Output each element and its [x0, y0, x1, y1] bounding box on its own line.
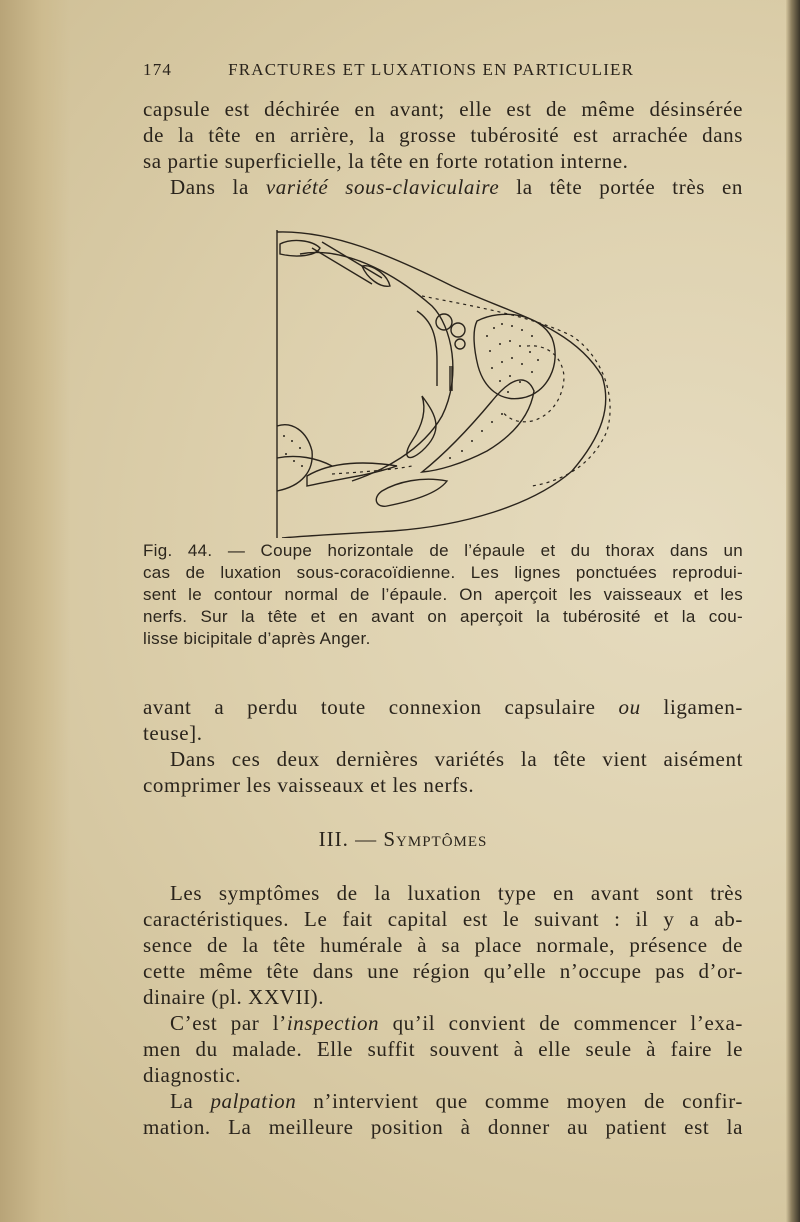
italic-term: inspection — [286, 1011, 380, 1035]
caption-line: nerfs. Sur la tête et en avant on aperçoit la tubérosité et la cou- — [143, 607, 743, 626]
text-span: La — [170, 1089, 211, 1113]
text-span: Dans la — [170, 175, 266, 199]
text-line: sa partie superficielle, la tête en forte rotation interne. — [143, 149, 629, 173]
text-span: avant a perdu toute connexion capsulaire — [143, 695, 619, 719]
anatomical-figure-shoulder-section — [272, 226, 620, 538]
text-line — [143, 1088, 743, 1114]
text-line: Dans ces deux dernières variétés la tête vient aisément — [170, 747, 743, 771]
bottom-paragraphs — [143, 880, 743, 1140]
italic-term: variété sous-claviculaire — [265, 175, 500, 199]
middle-paragraph — [143, 694, 743, 798]
figure-caption — [143, 540, 743, 650]
text-span: C’est par l’ — [170, 1011, 287, 1035]
text-line: caractéristiques. Le fait capital est le suivant : il y a ab- — [143, 907, 743, 931]
page-gutter-shading — [0, 0, 70, 1222]
text-span: n’intervient que comme moyen de confir- — [296, 1089, 743, 1113]
text-line: teuse]. — [143, 721, 203, 745]
text-span: ligamen- — [640, 695, 743, 719]
text-line: men du malade. Elle suffit souvent à elle seule à faire le — [143, 1037, 743, 1061]
text-line: cette même tête dans une région qu’elle n’occupe pas d’or- — [143, 959, 743, 983]
caption-line: lisse bicipitale d’après Anger. — [143, 629, 371, 648]
text-line: diagnostic. — [143, 1063, 242, 1087]
text-span: la tête portée très en — [499, 175, 743, 199]
caption-line: Fig. 44. — Coupe horizontale de l’épaule et du thorax dans un — [143, 541, 743, 560]
running-head — [143, 60, 673, 80]
italic-word: ou — [618, 695, 641, 719]
text-line — [143, 694, 743, 720]
text-line: Les symptômes de la luxation type en avant sont très — [170, 881, 743, 905]
text-line: capsule est déchirée en avant; elle est de même désinsérée — [143, 97, 743, 121]
caption-line: sent le contour normal de l’épaule. On aperçoit les vaisseaux et les — [143, 585, 743, 604]
running-title: FRACTURES ET LUXATIONS EN PARTICULIER — [228, 60, 635, 79]
page-number: 174 — [143, 60, 173, 79]
italic-term: palpation — [210, 1089, 297, 1113]
section-numeral: III. — — [318, 827, 378, 851]
text-line: comprimer les vaisseaux et les nerfs. — [143, 773, 475, 797]
text-span: qu’il convient de commencer l’exa- — [379, 1011, 743, 1035]
text-line: de la tête en arrière, la grosse tubérosité est arrachée dans — [143, 123, 743, 147]
text-line — [143, 1010, 743, 1036]
section-title: Symptômes — [383, 827, 488, 851]
text-line: mation. La meilleure position à donner au patient est la — [143, 1115, 743, 1139]
text-line: dinaire (pl. XXVII). — [143, 985, 325, 1009]
top-paragraph — [143, 96, 743, 200]
text-line: sence de la tête humérale à sa place normale, présence de — [143, 933, 743, 957]
section-heading — [58, 827, 748, 852]
caption-line: cas de luxation sous-coracoïdienne. Les lignes ponctuées reprodui- — [143, 563, 743, 582]
page-edge — [786, 0, 800, 1222]
text-line — [143, 174, 743, 200]
